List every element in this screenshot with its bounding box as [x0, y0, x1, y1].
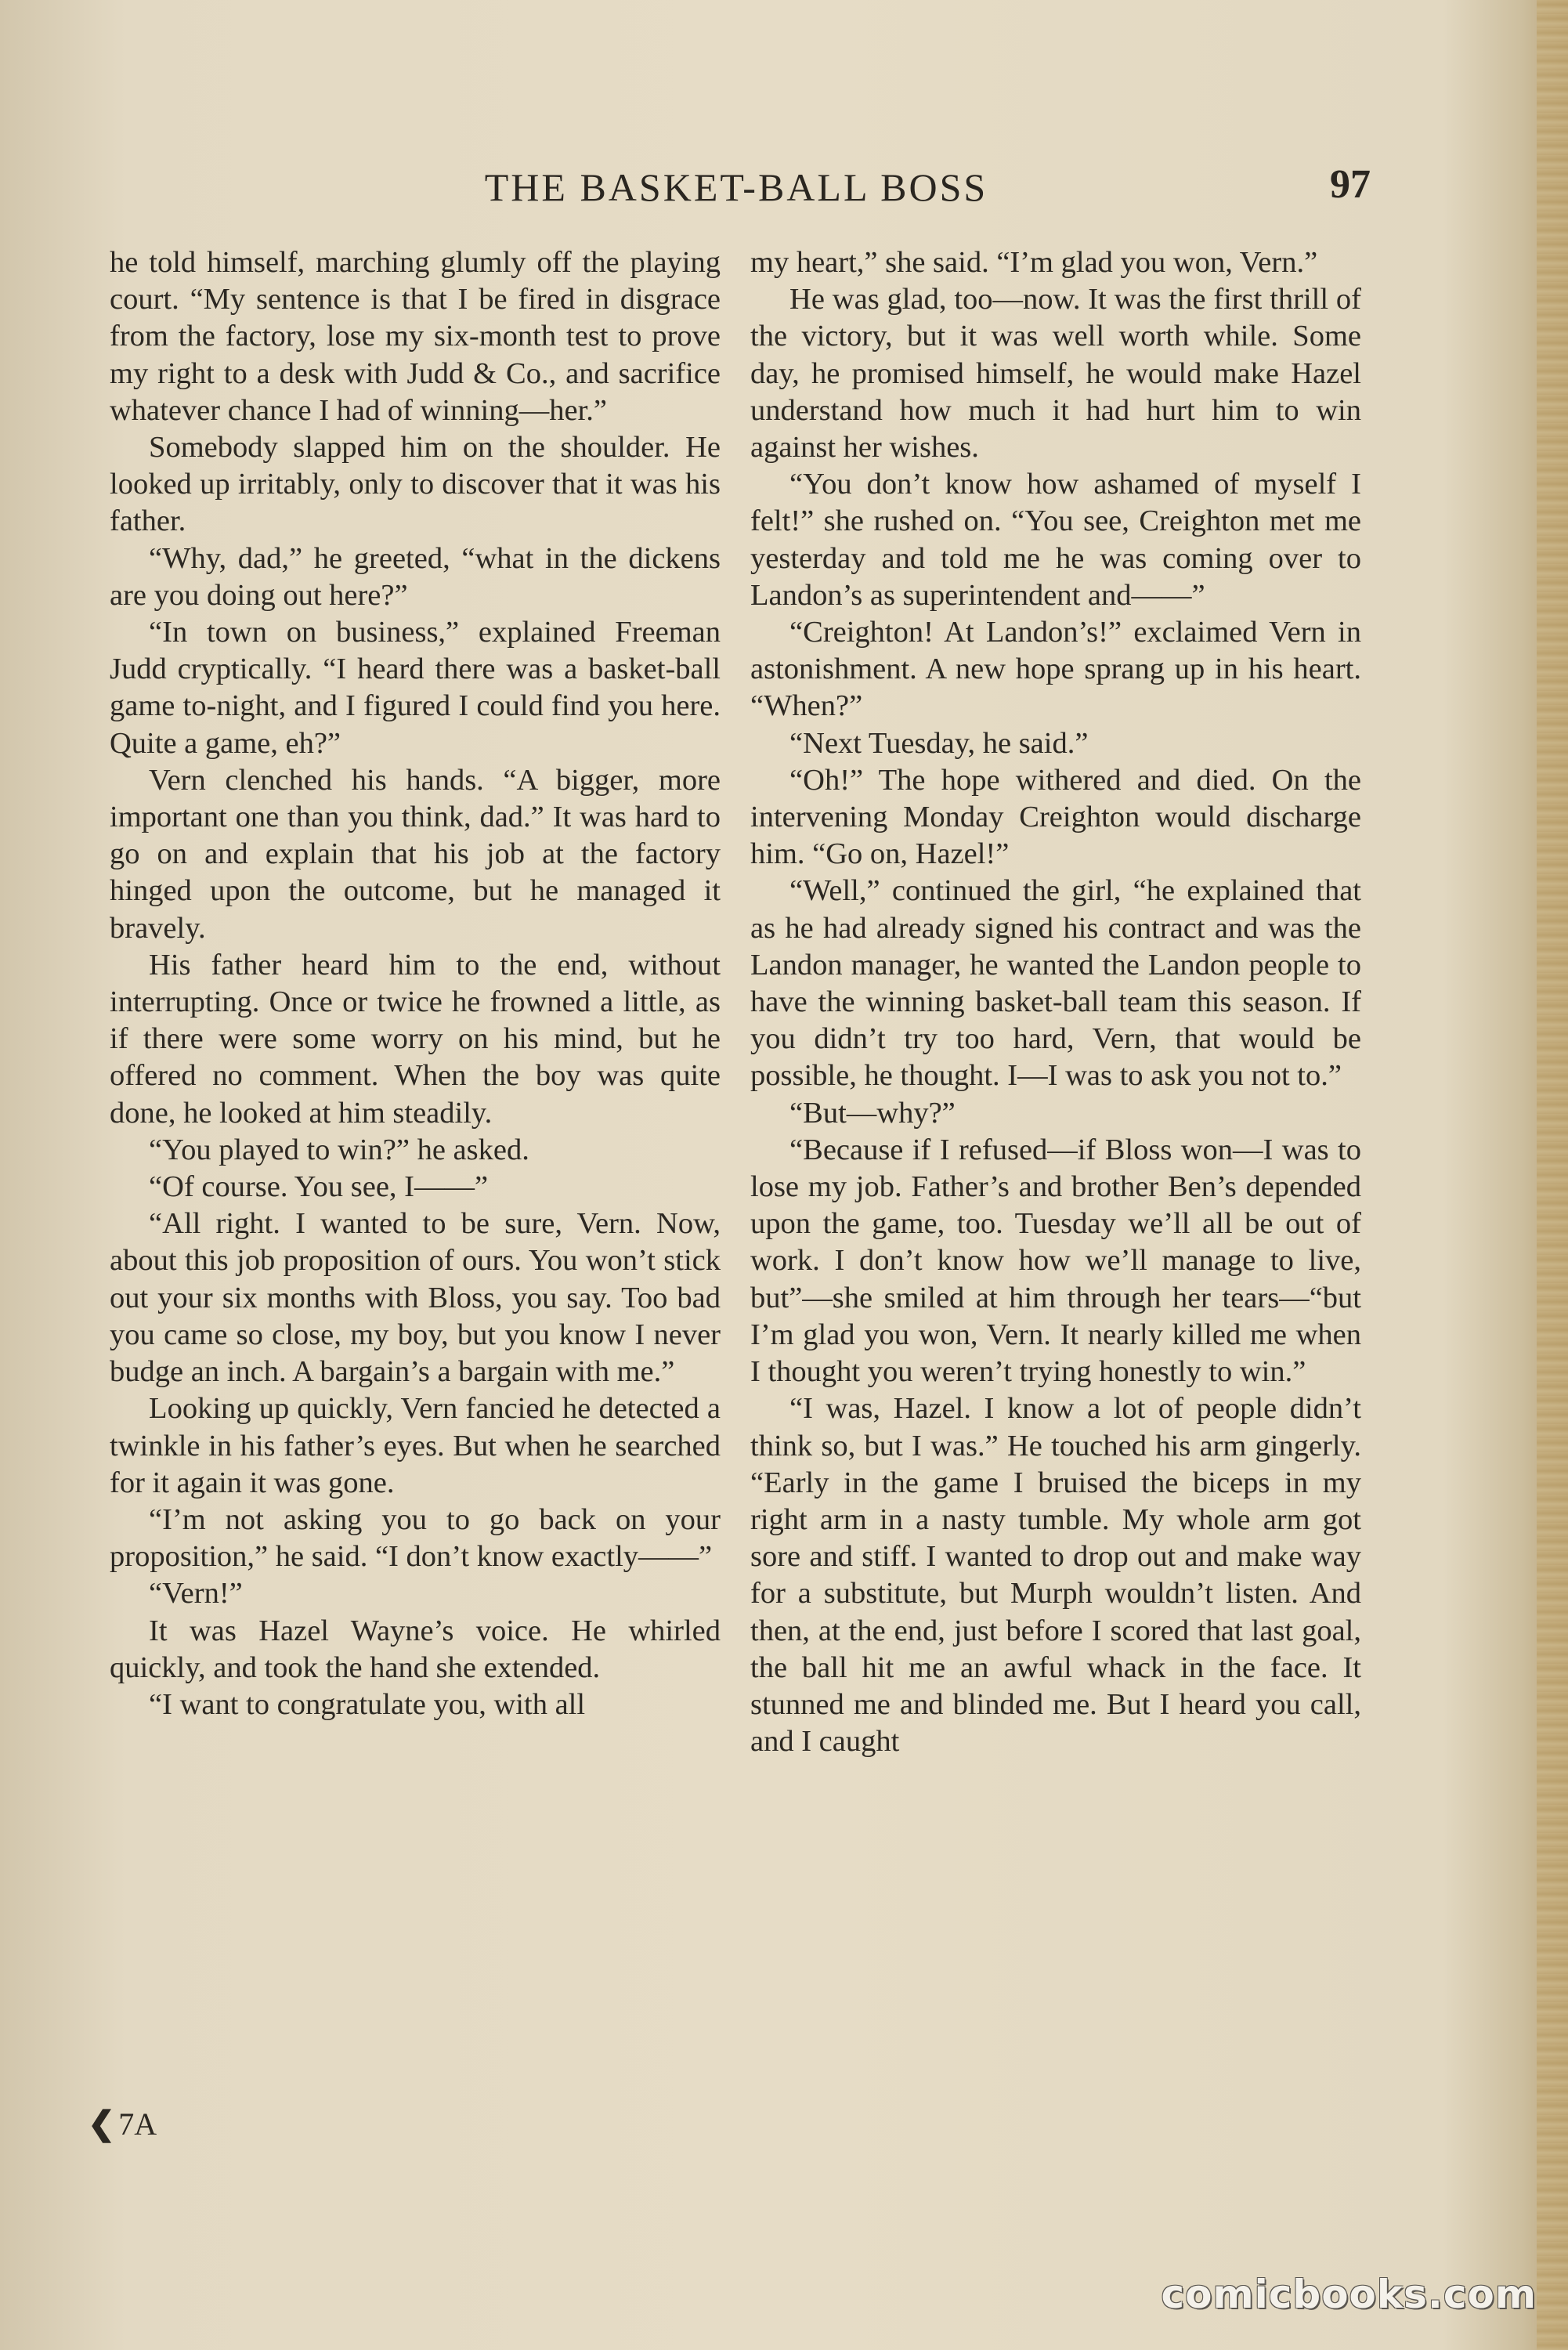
paragraph: Somebody slapped him on the shoulder. He looked up irritably, only to discover that it was his father. — [110, 431, 721, 538]
paragraph: “In town on business,” explained Freeman Judd cryptically. “I heard there was a basket-ball game to-night, and I figured I could find you here. Quite a game, eh?” — [110, 616, 721, 760]
paragraph: It was Hazel Wayne’s voice. He whirled quickly, and took the hand she extended. — [110, 1614, 721, 1684]
paragraph: “Creighton! At Landon’s!” exclaimed Vern in astonishment. A new hope sprang up in his heart. “When?” — [750, 616, 1361, 723]
watermark: comicbooks.com — [1161, 2272, 1537, 2317]
paragraph: “But—why?” — [789, 1096, 956, 1130]
paragraph: “I was, Hazel. I know a lot of people didn’t think so, but I was.” He touched his arm gingerly. “Early in the game I bruised the biceps in my right arm in a nasty tumble. My whole arm got sore and stiff. I wanted to drop out and make way for a substitute, but Murph wouldn’t listen. And then, at the end, just before I scored that last goal, the ball hit me an awful whack in the face. It stunned me and blinded me. But I heard you call, and I caught — [750, 1392, 1361, 1759]
paragraph: “You played to win?” he asked. — [149, 1133, 529, 1166]
paragraph: “You don’t know how ashamed of myself I felt!” she rushed on. “You see, Creighton met me yesterday and told me he was coming over to Landon’s as superintendent and——” — [750, 468, 1361, 612]
paragraph: my heart,” she said. “I’m glad you won, Vern.” — [750, 246, 1318, 279]
page-edge — [1537, 0, 1568, 2350]
running-title: THE BASKET-BALL BOSS — [484, 165, 988, 209]
paragraph: “All right. I wanted to be sure, Vern. Now, about this job proposition of ours. You won’t stick out your six months with Bloss, you say. Too bad you came so close, my boy, but you know I never budge an inch. A bargain’s a bargain with me.” — [110, 1207, 721, 1389]
paragraph: “Because if I refused—if Bloss won—I was to lose my job. Father’s and brother Ben’s depended upon the game, too. Tuesday we’ll all be out of work. I don’t know how we’ll manage to live, but”—she smiled at him through her tears—“but I’m glad you won, Vern. It nearly killed me when I thought you weren’t trying honestly to win.” — [750, 1133, 1361, 1389]
printer-signature — [88, 2104, 157, 2143]
paragraph: His father heard him to the end, without interrupting. Once or twice he frowned a little, as if there were some worry on his mind, but he offered no comment. When the boy was quite done, he looked at him steadily. — [110, 948, 721, 1130]
right-column — [750, 244, 1361, 1760]
page-header — [110, 162, 1371, 219]
left-column — [110, 244, 721, 1723]
paragraph: “Vern!” — [149, 1577, 243, 1611]
paragraph: “Why, dad,” he greeted, “what in the dickens are you doing out here?” — [110, 541, 721, 612]
paragraph: “I want to congratulate you, with all — [149, 1687, 586, 1721]
paragraph: “Well,” continued the girl, “he explained that as he had already signed his contract and was the Landon manager, he wanted the Landon people to have the winning basket-ball team this season. If you didn’t try too hard, Vern, that would be possible, he thought. I—I was to ask you not to.” — [750, 874, 1361, 1093]
paragraph: “Oh!” The hope withered and died. On the intervening Monday Creighton would discharge him. “Go on, Hazel!” — [750, 763, 1361, 871]
paragraph: “Next Tuesday, he said.” — [789, 726, 1089, 760]
paragraph: Looking up quickly, Vern fancied he detected a twinkle in his father’s eyes. But when he searched for it again it was gone. — [110, 1392, 721, 1499]
paragraph: “I’m not asking you to go back on your proposition,” he said. “I don’t know exactly——” — [110, 1502, 721, 1574]
paragraph: He was glad, too—now. It was the first thrill of the victory, but it was well worth while. Some day, he promised himself, he would make Hazel understand how much it had hurt him to win against her wishes. — [750, 283, 1361, 465]
page-number: 97 — [1330, 162, 1371, 207]
paragraph: Vern clenched his hands. “A bigger, more important one than you think, dad.” It was hard to go on and explain that his job at the factory hinged upon the outcome, but he managed it bravely. — [110, 763, 721, 945]
paragraph: “Of course. You see, I——” — [149, 1170, 489, 1204]
signature-mark-icon: ❮ — [88, 2106, 116, 2142]
signature-text: 7A — [118, 2106, 157, 2142]
paragraph: he told himself, marching glumly off the playing court. “My sentence is that I be fired in disgrace from the factory, lose my six-month test to prove my right to a desk with Judd & Co., and sacrifice whatever chance I had of winning—her.” — [110, 246, 721, 427]
